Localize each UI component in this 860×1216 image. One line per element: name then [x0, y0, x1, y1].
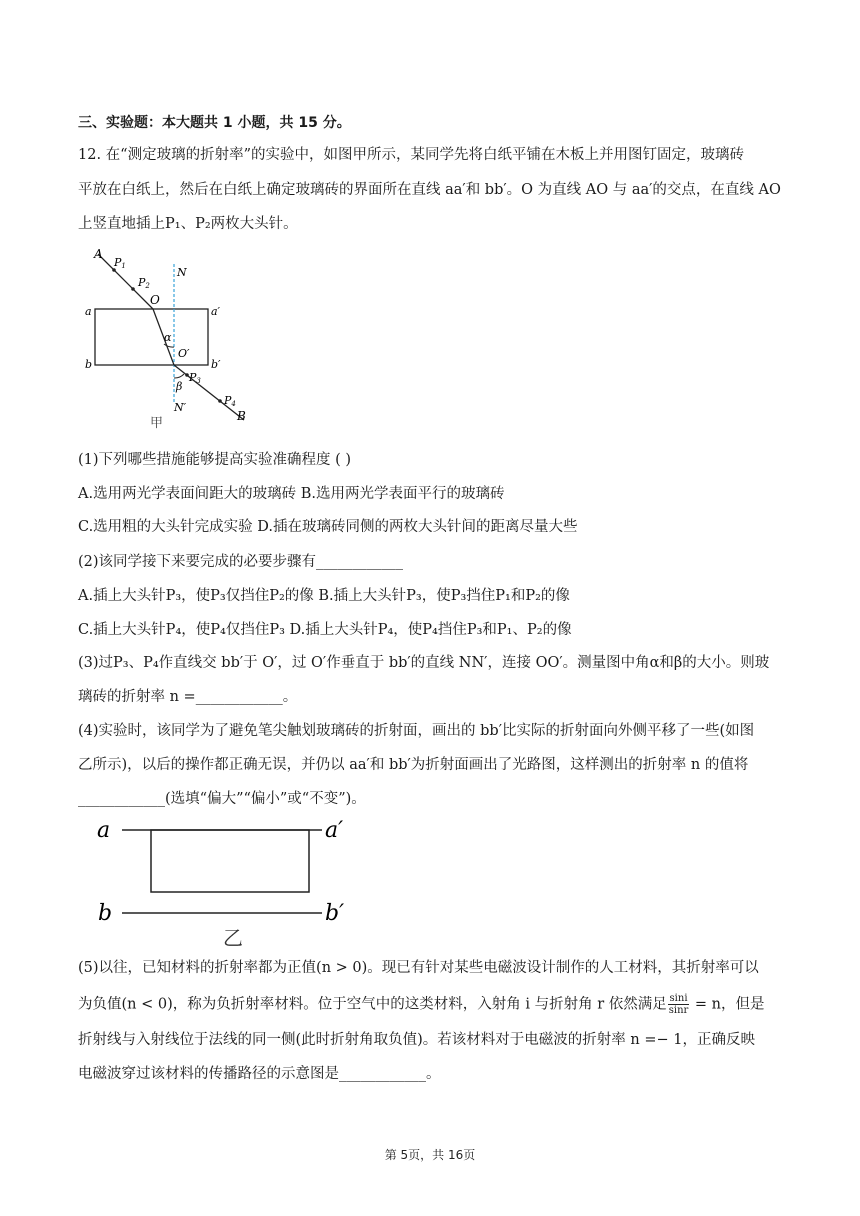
- figure-yi-caption: 乙: [223, 926, 243, 950]
- part4-line3: ____________(选填“偏大”“偏小”或“不变”)。: [78, 791, 366, 807]
- part5-line2-text: 为负值(n < 0)，称为负折射率材料。位于空气中的这类材料，入射角 i 与折射角 r 依然满足: [78, 996, 667, 1013]
- label-a: a: [85, 305, 92, 318]
- label-P1: P1: [114, 256, 126, 270]
- pin-P2-dot: [131, 287, 135, 291]
- part5-line2-tail: = n，但是: [690, 996, 765, 1013]
- part2-options-line1: A.插上大头针P₃，使P₃仅挡住P₂的像 B.插上大头针P₃，使P₃挡住P₁和P₂的像: [78, 588, 570, 604]
- label-a-yi: a: [97, 818, 111, 843]
- label-b-prime: b′: [211, 358, 221, 371]
- label-N-prime: N′: [174, 401, 187, 414]
- glass-block: [95, 309, 208, 365]
- label-b: b: [85, 358, 93, 371]
- label-beta: β: [176, 380, 183, 393]
- fraction-denominator: sinr: [668, 1005, 689, 1016]
- pin-P4-dot: [218, 399, 222, 403]
- label-a-prime-yi: a′: [325, 818, 344, 843]
- question-text-line-2: 平放在白纸上，然后在白纸上确定玻璃砖的界面所在直线 aa′和 bb′。O 为直线 AO 与 aa′的交点，在直线 AO: [78, 182, 781, 198]
- page-footer: 第 5页，共 16页: [384, 1148, 476, 1162]
- question-text-line-3: 上竖直地插上P₁、P₂两枚大头针。: [78, 216, 298, 232]
- figure-jia-caption: 甲: [150, 416, 164, 430]
- label-A: A: [94, 247, 103, 261]
- part2-stem: (2)该同学接下来要完成的必要步骤有____________: [78, 554, 404, 570]
- label-a-prime: a′: [211, 305, 221, 318]
- label-alpha: α: [164, 331, 172, 344]
- sin-fraction: [668, 993, 690, 1016]
- label-b-yi: b: [98, 901, 113, 926]
- section-header: 三、实验题：本大题共 1 小题，共 15 分。: [78, 115, 351, 131]
- alpha-arc: [164, 344, 174, 347]
- beta-arc: [174, 374, 184, 378]
- label-B: B: [237, 409, 246, 423]
- part5-line1: (5)以往，已知材料的折射率都为正值(n > 0)。现已有针对某些电磁波设计制作的人工材料，其折射率可以: [78, 960, 759, 976]
- part5-line4: 电磁波穿过该材料的传播路径的示意图是____________。: [78, 1066, 441, 1082]
- label-P3: P3: [189, 371, 201, 385]
- part1-options-line2: C.选用粗的大头针完成实验 D.插在玻璃砖同侧的两枚大头针间的距离尽量大些: [78, 519, 578, 535]
- label-N: N: [177, 266, 187, 279]
- label-P2: P2: [138, 276, 150, 290]
- figure-yi: [90, 815, 360, 950]
- fraction-numerator: sini: [669, 993, 688, 1004]
- part4-line2: 乙所示)，以后的操作都正确无误，并仍以 aa′和 bb′为折射面画出了光路图，这样测出的折射率 n 的值将: [78, 757, 749, 773]
- part3-line1: (3)过P₃、P₄作直线交 bb′于 O′，过 O′作垂直于 bb′的直线 NN′，连接 OO′。测量图中角α和β的大小。则玻: [78, 655, 770, 671]
- question-text-line-1: 12. 在“测定玻璃的折射率”的实验中，如图甲所示，某同学先将白纸平铺在木板上并用图钉固定，玻璃砖: [78, 147, 744, 163]
- glass-block-yi: [151, 830, 309, 892]
- part1-stem: (1)下列哪些措施能够提高实验准确程度 ( ): [78, 452, 352, 468]
- label-b-prime-yi: b′: [325, 901, 345, 926]
- part1-options-line1: A.选用两光学表面间距大的玻璃砖 B.选用两光学表面平行的玻璃砖: [78, 486, 505, 502]
- part3-line2: 璃砖的折射率 n =____________。: [78, 689, 298, 705]
- part4-line1: (4)实验时，该同学为了避免笔尖触划玻璃砖的折射面，画出的 bb′比实际的折射面向外侧平移了一些(如图: [78, 723, 755, 739]
- part2-options-line2: C.插上大头针P₄，使P₄仅挡住P₃ D.插上大头针P₄，使P₄挡住P₃和P₁、P₂的像: [78, 622, 572, 638]
- figure-jia: [80, 244, 260, 430]
- label-O-prime: O′: [178, 347, 190, 360]
- label-O: O: [150, 293, 160, 307]
- part5-line3: 折射线与入射线位于法线的同一侧(此时折射角取负值)。若该材料对于电磁波的折射率 n =− 1，正确反映: [78, 1032, 756, 1048]
- part5-line2: [78, 993, 798, 1016]
- label-P4: P4: [224, 394, 236, 408]
